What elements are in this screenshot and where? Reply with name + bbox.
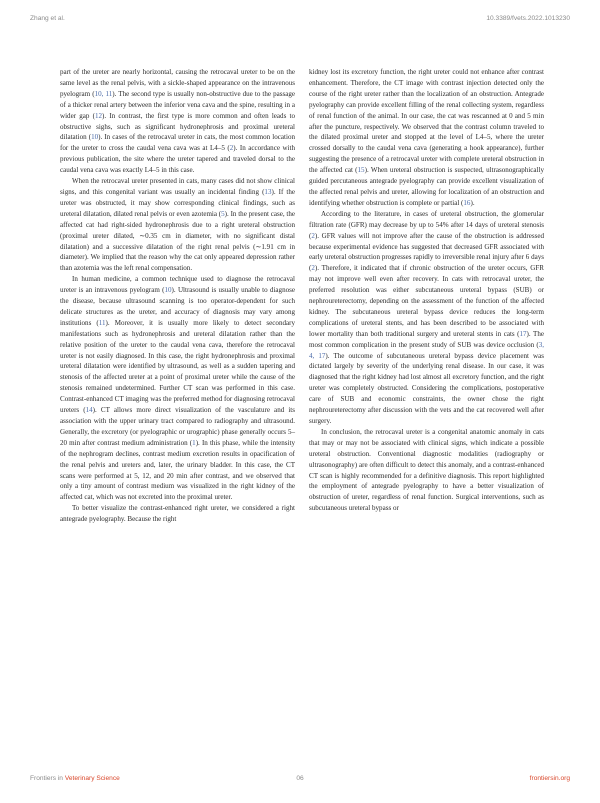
citation-link[interactable]: 1	[192, 438, 196, 447]
paragraph: According to the literature, in cases of ureteral obstruction, the glomerular filtration rate (GFR) may decrease by up to 54% after 14 days of ureteral stenosis (2). GFR values will not improve after the cause of the obstruction is addressed because experimental evidence has suggested that decreased GFR associated with early ureteral obstruction progresses rapidly to irreversible renal injury after 6 days (2). Therefore, it indicated that if chronic obstruction of the ureter occurs, GFR may not improve well even after recovery. In cats with retrocaval ureter, the preferred resolution was either subcutaneous ureteral bypass (SUB) or nephroureterectomy, depending on the assessment of the function of the affected kidney. The subcutaneous ureteral bypass device reduces the long-term complications of ureteral stents, and has been described to be associated with lower mortality than both traditional surgery and ureteral stents in cats (17). The most common complication in the present study of SUB was device occlusion (3, 4, 17). The outcome of subcutaneous ureteral bypass device placement was dictated largely by severity of the underlying renal disease. In our case, it was diagnosed that the right kidney had lost almost all excretory function, and the right ureter was completely obstructed. Considering the complications, postoperative care of SUB and economic constraints, the owner chose the right nephroureterectomy after discussion with the vets and the cat recovered well after surgery.	[309, 209, 544, 425]
header-authors: Zhang et al.	[30, 15, 65, 22]
header-doi[interactable]: 10.3389/fvets.2022.1013230	[486, 15, 570, 22]
page-number: 06	[296, 775, 304, 782]
citation-link[interactable]: 14	[85, 406, 93, 415]
paragraph: In human medicine, a common technique used to diagnose the retrocaval ureter is an intravenous pyelogram (10). Ultrasound is usually unable to diagnose the disease, because ultrasound scanning is too operator-dependent for such delicate structures as the ureter, and accuracy of diagnosis may vary among institutions (11). Moreover, it is usually more likely to detect secondary manifestations such as hydronephrosis and ureteral dilatation rather than the relative position of the ureter to the caudal vena cava, therefore the retrocaval ureter is not easily diagnosed. In this case, the right hydronephrosis and proximal ureteral dilatation were identified by ultrasound, as well as a sudden tapering and stenosis of the affected ureter at a point of proximal ureter while the cause of the stenosis remained undetermined. Further CT scan was performed in this case. Contrast-enhanced CT imaging was the preferred method for diagnosing retrocaval ureters (14). CT allows more direct visualization of the vasculature and its association with the upper urinary tract compared to radiography and ultrasound. Generally, the excretory (or pyelographic or urographic) phase generally occurs 5–20 min after contrast medium administration (1). In this phase, while the intensity of the nephrogram declines, contrast medium excretion results in opacification of the renal pelvis and ureters and, later, the urinary bladder. In this case, the CT scans were performed at 5, 12, and 20 min after contrast, and we observed that only a tiny amount of contrast medium was visualized in the right kidney of the affected cat, which was not excreted into the proximal ureter.	[60, 275, 295, 502]
paragraph: To better visualize the contrast-enhanced right ureter, we considered a right antegrade pyelography. Because the right	[60, 504, 295, 524]
citation-link[interactable]: 17	[519, 329, 527, 338]
citation-link[interactable]: 2	[311, 264, 315, 273]
citation-link[interactable]: 3, 4, 17	[309, 340, 544, 360]
left-column	[60, 67, 295, 525]
citation-link[interactable]: 2	[311, 231, 315, 240]
citation-link[interactable]: 10	[164, 286, 172, 295]
citation-link[interactable]: 10, 11	[94, 89, 113, 98]
citation-link[interactable]: 2	[229, 144, 234, 153]
paragraph: When the retrocaval ureter presented in cats, many cases did not show clinical signs, and this congenital variant was usually an incidental finding (13). If the ureter was obstructed, it may show corresponding clinical findings, such as ureteral dilatation, dilated renal pelvis or even azotemia (5). In the present case, the affected cat had right-sided hydronephrosis due to a right ureteral obstruction (proximal ureter dilated, ∼0.35 cm in diameter, with no significant distal dilatation) and a successive dilatation of the right renal pelvis (∼1.91 cm in diameter). We implied that the reason why the cat only appeared depression rather than azotemia was the left renal compensation.	[60, 177, 295, 273]
citation-link[interactable]: 12	[94, 111, 103, 120]
paragraph: part of the ureter are nearly horizontal, causing the retrocaval ureter to be on the same level as the renal pelvis, with a sickle-shaped appearance on the intravenous pyelogram (10, 11). The second type is usually non-obstructive due to the passage of a thicker renal artery between the inferior vena cava and the spine, resulting in a wider gap (12). In contrast, the first type is more common and often leads to obstructive sighs, such as significant hydronephrosis and proximal ureteral dilatation (10). In cases of the retrocaval ureter in cats, the most common location for the ureter to cross the caudal vena cava was at L4–5 (2). In accordance with previous publication, the site where the ureter tapered and traveled dorsal to the caudal vena cava was exactly L4–5 in this case.	[60, 68, 296, 175]
journal-name: Veterinary Science	[64, 775, 120, 782]
paragraph: kidney lost its excretory function, the right ureter could not enhance after contrast enhancement. Therefore, the CT image with contrast injection detected only the course of the right ureter rather than the localization of an obstruction. Antegrade pyelography can provide excellent filling of the renal collecting system, regardless of renal function of the animal. In our case, the cat was rescanned at 0 and 5 min after the puncture, respectively. We observed that the contrast column traveled to the dilated proximal ureter and stopped at the level of L4–5, where the ureter crossed dorsally to the caudal vena cava (generating a hook appearance), further suggesting the presence of a retrocaval ureter with complete ureteral obstruction in the affected cat (15). When ureteral obstruction is suspected, ultrasonographically guided percutaneous antegrade pyelography can provide excellent visualization of the affected renal pelvis and ureter, allowing for localization of an obstruction and identifying whether obstruction is complete or partial (16).	[309, 68, 544, 207]
right-column	[309, 67, 544, 514]
citation-link[interactable]: 5	[221, 209, 225, 218]
citation-link[interactable]: 13	[264, 187, 272, 196]
journal-prefix: Frontiers in	[30, 775, 65, 782]
citation-link[interactable]: 16	[463, 198, 471, 207]
citation-link[interactable]: 10	[91, 133, 99, 142]
running-header	[30, 15, 570, 27]
page-footer	[30, 775, 570, 787]
citation-link[interactable]: 11	[98, 318, 106, 327]
citation-link[interactable]: 15	[357, 166, 365, 175]
paragraph: In conclusion, the retrocaval ureter is a congenital anatomic anomaly in cats that may or may not be associated with clinical signs, which indicate a possible ureteral obstruction. Conventional diagnostic modalities (radiography or ultrasonography) are often difficult to detect this anomaly, and a contrast-enhanced CT scan is highly recommended for a definitive diagnosis. This report highlighted the employment of antegrade pyelography to have a better visualization of obstruction of ureter, regardless of renal function. Surgical interventions, such as subcutaneous ureteral bypass or	[309, 427, 544, 513]
footer-website-link[interactable]: frontiersin.org	[529, 775, 570, 782]
